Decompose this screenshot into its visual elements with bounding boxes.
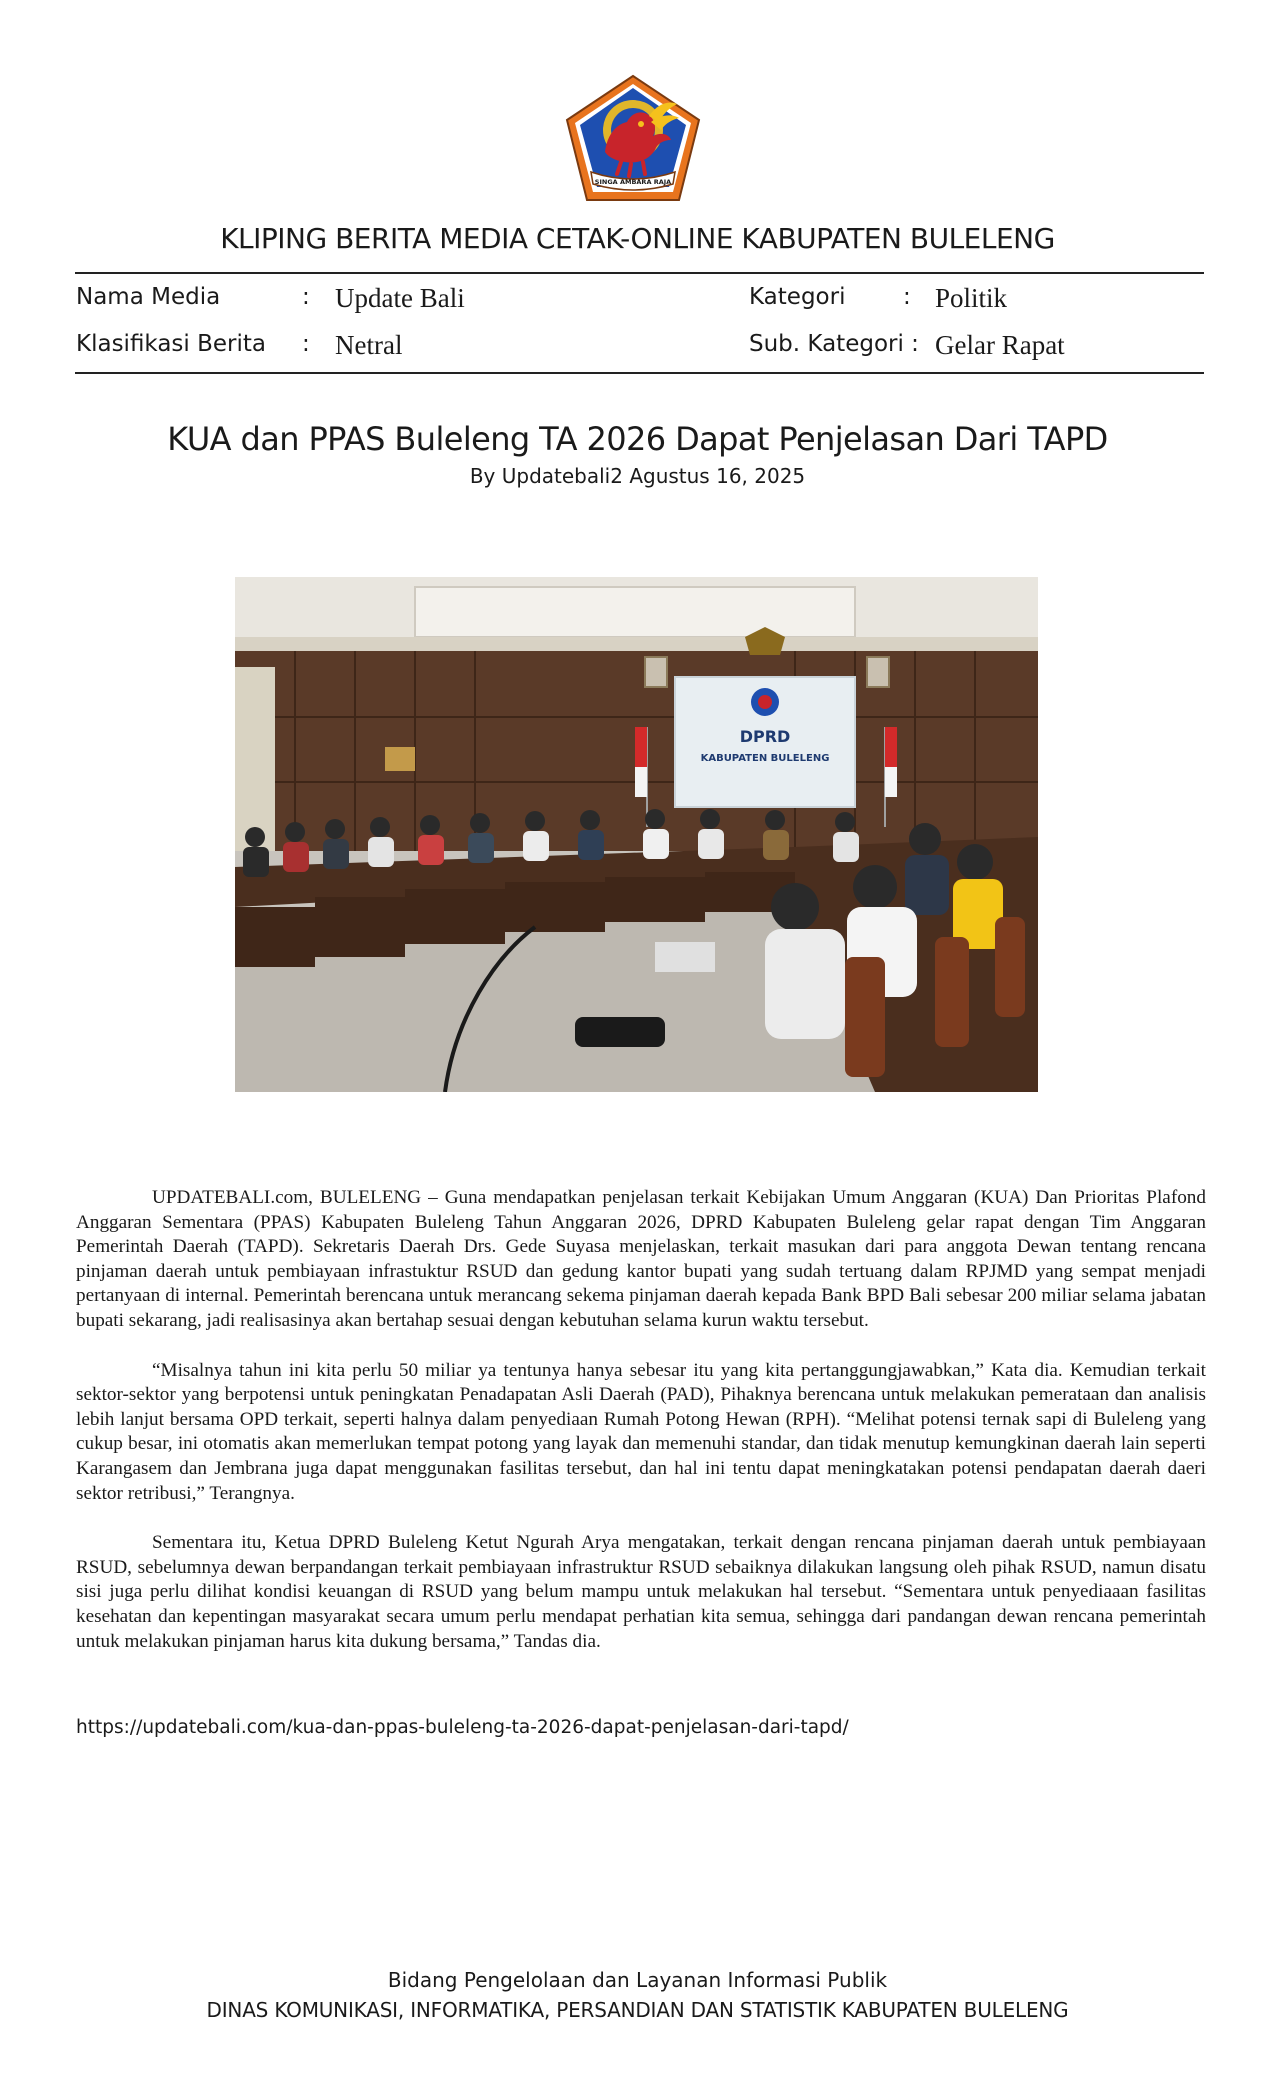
article-byline: By Updatebali2 Agustus 16, 2025 [469, 464, 806, 488]
buleleng-crest-icon [565, 74, 701, 202]
source-url-link[interactable]: https://updatebali.com/kua-dan-ppas-buleleng-ta-2026-dapat-penjelasan-dari-tapd/ [76, 1717, 849, 1738]
kategori-value: Politik [935, 283, 1008, 313]
article-body [76, 1186, 1206, 1679]
crest-banner-text: SINGA AMBARA RAJA [594, 178, 672, 186]
klasifikasi-value: Netral [335, 330, 403, 360]
klasifikasi-label: Klasifikasi Berita [76, 331, 267, 357]
klasifikasi-colon: : [302, 331, 310, 357]
kategori-colon: : [903, 284, 911, 310]
article-photo [235, 577, 1038, 1092]
nama-media-label: Nama Media [76, 284, 221, 310]
document-header-title: KLIPING BERITA MEDIA CETAK-ONLINE KABUPATEN BULELENG [220, 222, 1055, 255]
header-divider-bottom [75, 372, 1204, 374]
sub-kategori-label: Sub. Kategori : [749, 331, 919, 357]
photo-sign-line1: DPRD [739, 727, 791, 746]
footer-agency: DINAS KOMUNIKASI, INFORMATIKA, PERSANDIAN DAN STATISTIK KABUPATEN BULELENG [206, 1998, 1069, 2022]
footer-department: Bidang Pengelolaan dan Layanan Informasi Publik [387, 1968, 888, 1992]
article-title: KUA dan PPAS Buleleng TA 2026 Dapat Penjelasan Dari TAPD [167, 420, 1108, 458]
sub-kategori-value: Gelar Rapat [935, 330, 1065, 360]
article-paragraph: “Misalnya tahun ini kita perlu 50 miliar ya tentunya hanya sebesar itu yang kita pertanggungjawabkan,” Kata dia. Kemudian terkait sektor-sektor yang berpotensi untuk peningkatan Penadapatan Asli Daerah (PAD), Pihaknya berencana untuk melakukan pemerataan dan analisis lebih lanjut bersama OPD terkait, seperti halnya dalam penyediaan Rumah Potong Hewan (RPH). “Melihat potensi ternak sapi di Buleleng yang cukup besar, ini otomatis akan memerlukan tempat potong yang layak dan memenuhi standar, dan tidak menutup kemungkinan daerah lain seperti Karangasem dan Jembrana juga dapat menggunakan fasilitas tersebut, dan hal ini tentu dapat meningkatakan potensi pendapatan daerah daeri sektor retribusi,” Terangnya. [76, 1359, 1206, 1504]
header-divider-top [75, 272, 1204, 274]
kategori-label: Kategori [749, 284, 846, 310]
photo-sign-line2: KABUPATEN BULELENG [700, 753, 830, 764]
article-paragraph: Sementara itu, Ketua DPRD Buleleng Ketut Ngurah Arya mengatakan, terkait dengan rencana pinjaman daerah untuk pembiayaan RSUD, sebelumnya dewan berpandangan terkait pembiayaan infrastruktur RSUD sebaiknya dilakukan langsung oleh pihak RSUD, namun disatu sisi juga perlu dilihat kondisi keuangan di RSUD yang belum mampu untuk melakukan hal tersebut. “Sementara untuk penyediaaan fasilitas kesehatan dan kepentingan masyarakat secara umum perlu mendapat perhatian kita semua, sehingga dari pandangan dewan rencana pemerintah untuk melakukan pinjaman harus kita dukung bersama,” Tandas dia. [76, 1532, 1206, 1652]
nama-media-colon: : [302, 284, 310, 310]
article-paragraph: UPDATEBALI.com, BULELENG – Guna mendapatkan penjelasan terkait Kebijakan Umum Anggaran (KUA) Dan Prioritas Plafond Anggaran Sementara (PPAS) Kabupaten Buleleng Tahun Anggaran 2026, DPRD Kabupaten Buleleng gelar rapat dengan Tim Anggaran Pemerintah Daerah (TAPD). Sekretaris Daerah Drs. Gede Suyasa menjelaskan, terkait masukan dari para anggota Dewan tentang rencana pinjaman daerah untuk pembiayaan infrastuktur RSUD dan gedung kantor bupati yang sudah tertuang dalam RPJMD yang sempat menjadi pertanyaan di internal. Pemerintah berencana untuk merancang sekema pinjaman daerah kepada Bank BPD Bali sebesar 200 miliar selama jabatan bupati sekarang, jadi realisasinya akan bertahap sesuai dengan kebutuhan selama kurun waktu tersebut. [76, 1187, 1206, 1331]
nama-media-value: Update Bali [335, 283, 465, 313]
